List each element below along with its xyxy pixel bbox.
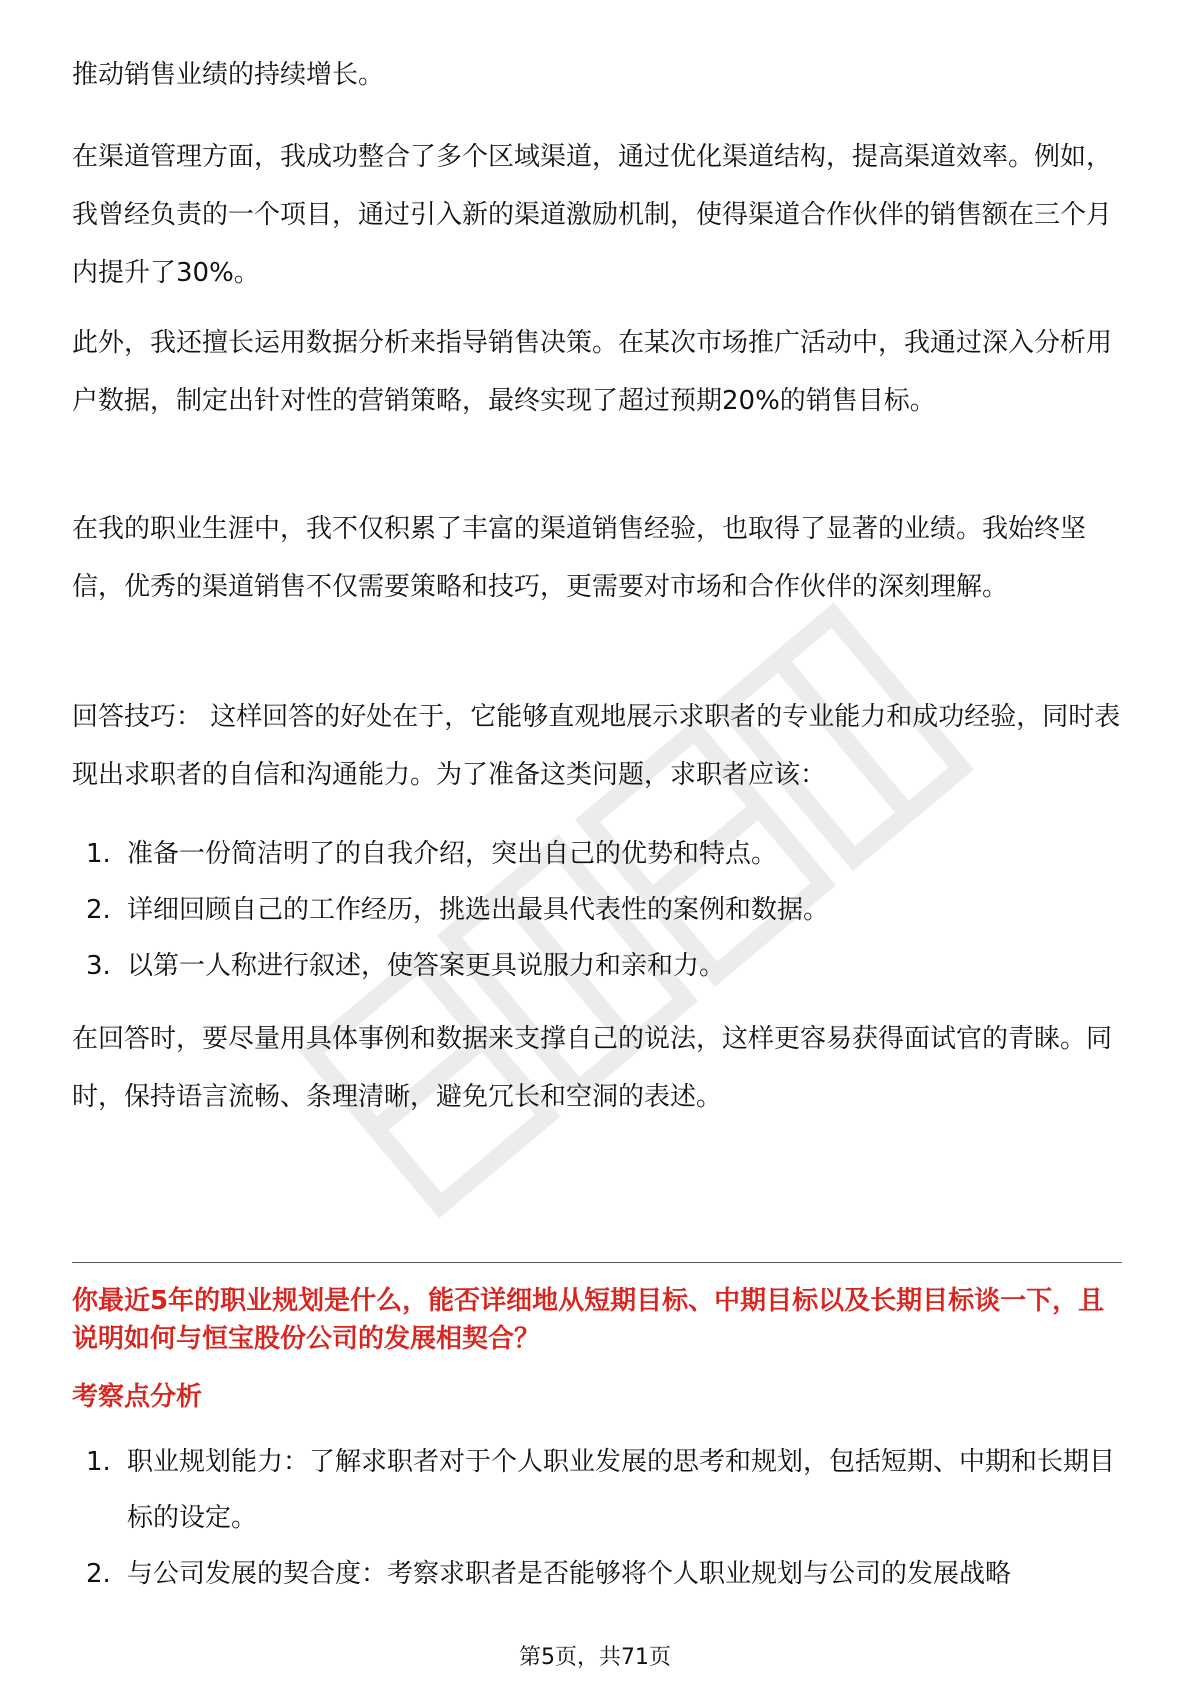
list-item xyxy=(72,1434,1122,1546)
list-number: 1. xyxy=(86,839,111,869)
section-divider xyxy=(72,1262,1122,1263)
paragraph-1: 推动销售业绩的持续增长。 xyxy=(72,60,385,90)
paragraph-answer-tips: 回答技巧： 这样回答的好处在于，它能够直观地展示求职者的专业能力和成功经验，同时表现出求职者的自信和沟通能力。为了准备这类问题，求职者应该： xyxy=(72,702,1121,790)
list-item xyxy=(72,882,1122,938)
list-item-text: 详细回顾自己的工作经历，挑选出最具代表性的案例和数据。 xyxy=(127,895,830,925)
paragraph-channel-management: 在渠道管理方面，我成功整合了多个区域渠道，通过优化渠道结构，提高渠道效率。例如，我曾经负责的一个项目，通过引入新的渠道激励机制，使得渠道合作伙伴的销售额在三个月内提升了30%。 xyxy=(72,142,1113,288)
list-item xyxy=(72,1546,1122,1602)
list-number: 1. xyxy=(86,1447,111,1477)
paragraph-career: 在我的职业生涯中，我不仅积累了丰富的渠道销售经验，也取得了显著的业绩。我始终坚信，优秀的渠道销售不仅需要策略和技巧，更需要对市场和合作伙伴的深刻理解。 xyxy=(72,514,1087,602)
list-item-text: 以第一人称进行叙述，使答案更具说服力和亲和力。 xyxy=(127,951,726,981)
list-item-text: 职业规划能力：了解求职者对于个人职业发展的思考和规划，包括短期、中期和长期目标的设定。 xyxy=(127,1447,1116,1533)
list-item xyxy=(72,826,1122,882)
paragraph-closing: 在回答时，要尽量用具体事例和数据来支撑自己的说法，这样更容易获得面试官的青睐。同时，保持语言流畅、条理清晰，避免冗长和空洞的表述。 xyxy=(72,1024,1113,1112)
list-number: 2. xyxy=(86,895,111,925)
list-number: 3. xyxy=(86,951,111,981)
page-footer: 第5页，共71页 xyxy=(519,1645,671,1670)
list-item-text: 与公司发展的契合度：考察求职者是否能够将个人职业规划与公司的发展战略 xyxy=(127,1559,1012,1589)
list-number: 2. xyxy=(86,1559,111,1589)
interview-question: 你最近5年的职业规划是什么，能否详细地从短期目标、中期目标以及长期目标谈一下，且说明如何与恒宝股份公司的发展相契合？ xyxy=(72,1286,1105,1354)
list-item xyxy=(72,938,1122,994)
paragraph-data-analysis: 此外，我还擅长运用数据分析来指导销售决策。在某次市场推广活动中，我通过深入分析用户数据，制定出针对性的营销策略，最终实现了超过预期20%的销售目标。 xyxy=(72,328,1113,416)
list-item-text: 准备一份简洁明了的自我介绍，突出自己的优势和特点。 xyxy=(127,839,778,869)
analysis-list xyxy=(72,1434,1122,1602)
section-title: 考察点分析 xyxy=(72,1382,203,1412)
tips-list xyxy=(72,826,1122,994)
